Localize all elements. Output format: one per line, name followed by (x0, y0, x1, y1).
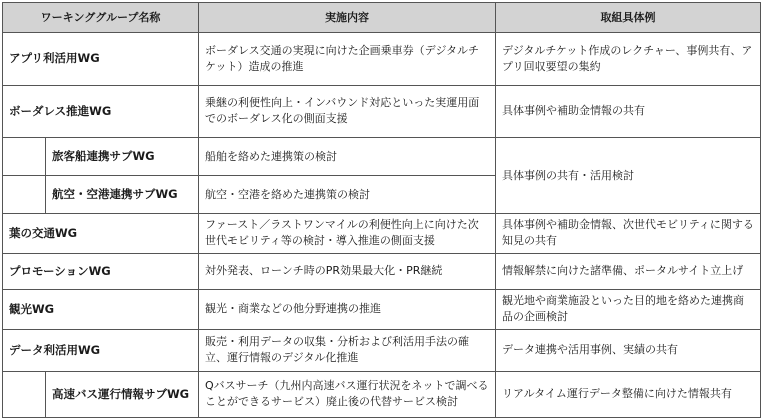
example-cell: データ連携や活用事例、実績の共有 (496, 329, 761, 371)
wg-name-cell: プロモーションWG (3, 253, 199, 289)
indent-spacer (3, 138, 46, 176)
example-cell: リアルタイム運行データ整備に向けた情報共有 (496, 371, 761, 417)
sub-wg-name-cell: 航空・空港連携サブWG (46, 176, 199, 214)
content-cell: 航空・空港を絡めた連携策の検討 (199, 176, 496, 214)
example-cell: 具体事例や補助金情報、次世代モビリティに関する知見の共有 (496, 213, 761, 253)
indent-spacer (3, 176, 46, 214)
example-cell: デジタルチケット作成のレクチャー、事例共有、アプリ回収要望の集約 (496, 33, 761, 86)
example-cell: 情報解禁に向けた諸準備、ポータルサイト立上げ (496, 253, 761, 289)
wg-name-cell: アプリ利活用WG (3, 33, 199, 86)
table-header-row (3, 3, 761, 33)
content-cell: 販売・利用データの収集・分析および利活用手法の確立、運行情報のデジタル化推進 (199, 329, 496, 371)
content-cell: ファースト／ラストワンマイルの利便性向上に向けた次世代モビリティ等の検討・導入推進の側面支援 (199, 213, 496, 253)
content-cell: 船舶を絡めた連携策の検討 (199, 138, 496, 176)
table-row (3, 253, 761, 289)
content-cell: Qバスサーチ（九州内高速バス運行状況をネットで調べることができるサービス）廃止後の代替サービス検討 (199, 371, 496, 417)
example-cell-merged: 具体事例の共有・活用検討 (496, 138, 761, 214)
example-cell: 観光地や商業施設といった目的地を絡めた連携商品の企画検討 (496, 289, 761, 329)
table-row (3, 213, 761, 253)
content-cell: 乗継の利便性向上・インバウンド対応といった実運用面でのボーダレス化の側面支援 (199, 85, 496, 138)
content-cell: ボーダレス交通の実現に向けた企画乗車券（デジタルチケット）造成の推進 (199, 33, 496, 86)
content-cell: 対外発表、ローンチ時のPR効果最大化・PR継続 (199, 253, 496, 289)
sub-wg-name-cell: 旅客船連携サブWG (46, 138, 199, 176)
table-row (3, 33, 761, 86)
wg-name-cell: ボーダレス推進WG (3, 85, 199, 138)
sub-wg-name-cell: 高速バス運行情報サブWG (46, 371, 199, 417)
wg-name-cell: データ利活用WG (3, 329, 199, 371)
table-row (3, 289, 761, 329)
header-wg-name: ワーキンググループ名称 (3, 3, 199, 33)
header-example: 取組具体例 (496, 3, 761, 33)
wg-name-cell: 葉の交通WG (3, 213, 199, 253)
wg-name-cell: 観光WG (3, 289, 199, 329)
table-row (3, 85, 761, 138)
working-group-table (2, 2, 761, 418)
example-cell: 具体事例や補助金情報の共有 (496, 85, 761, 138)
indent-spacer (3, 371, 46, 417)
table-row (3, 138, 761, 176)
table-row (3, 371, 761, 417)
table-row (3, 329, 761, 371)
content-cell: 観光・商業などの他分野連携の推進 (199, 289, 496, 329)
header-content: 実施内容 (199, 3, 496, 33)
